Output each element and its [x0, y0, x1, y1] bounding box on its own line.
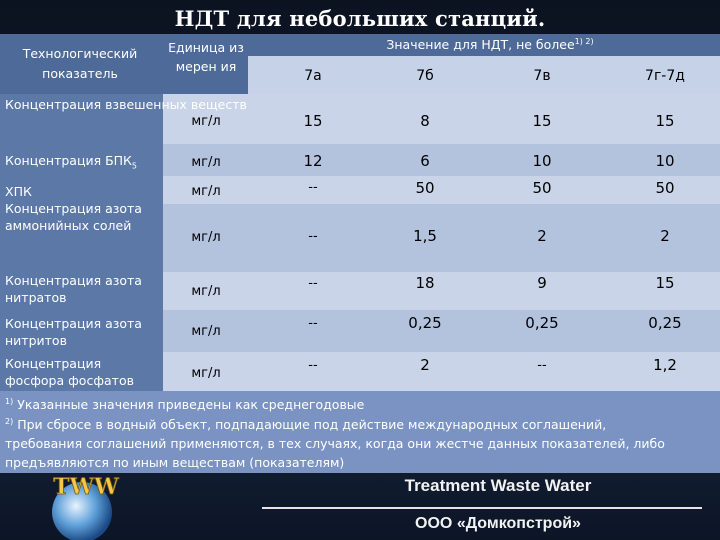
header-param-label: Технологический показатель: [22, 46, 138, 81]
value-cell: 0,25: [525, 314, 559, 332]
value-cell: --: [308, 316, 318, 331]
value-cell: 9: [537, 274, 547, 292]
value-cell: 0,25: [408, 314, 442, 332]
value-cell: 15: [655, 274, 675, 292]
logo-text: TWW: [53, 474, 119, 500]
header-unit-label: Единица измерен ия: [168, 40, 244, 74]
brand-name: Treatment Waste Water: [404, 476, 592, 495]
value-cell: 50: [415, 179, 435, 197]
unit-cell-3: мг/л: [191, 230, 221, 245]
brand-divider: [262, 507, 702, 509]
header-value-label: [300, 37, 680, 52]
value-cell: 0,25: [648, 314, 682, 332]
value-cell: --: [308, 229, 318, 244]
footnotes: [0, 391, 720, 473]
subcolumn-7a: 7а: [304, 68, 322, 84]
tww-logo: [42, 468, 132, 540]
value-cell: 10: [655, 152, 675, 170]
value-cell: 2: [420, 356, 430, 374]
header-value-sup: 1) 2): [574, 37, 594, 46]
param-label-5: Концентрация азота нитритов: [5, 316, 142, 348]
unit-cell-5: мг/л: [191, 324, 221, 339]
unit-cell-2: мг/л: [191, 184, 221, 199]
footnote-2-line3: предъявляются по иным веществам (показателям): [5, 455, 345, 470]
footnote-2-mark: 2): [5, 417, 14, 426]
value-cell: 15: [655, 112, 675, 130]
value-cell: 8: [420, 112, 430, 130]
param-label-1-text: Концентрация БПК: [5, 153, 132, 168]
param-label-2: ХПК: [5, 184, 32, 199]
value-cell: 50: [532, 179, 552, 197]
value-cell: 10: [532, 152, 552, 170]
value-cell: 15: [303, 112, 323, 130]
param-label-6: Концентрация фосфора фосфатов: [5, 356, 134, 388]
value-cell: 2: [660, 227, 670, 245]
footnote-2-text: При сбросе в водный объект, подпадающие под действие международных соглашений,: [17, 417, 607, 433]
unit-cell-6: мг/л: [191, 366, 221, 381]
footnote-1-mark: 1): [5, 397, 14, 406]
value-cell: 12: [303, 152, 323, 170]
footnote-2-line2: требования соглашений применяются, в тех случаях, когда они жестче данных показателей, либо: [5, 436, 665, 451]
value-cell: --: [308, 180, 318, 195]
value-cell: 15: [532, 112, 552, 130]
value-cell: 2: [537, 227, 547, 245]
slide-title: НДТ для небольших станций.: [174, 6, 546, 31]
value-cell: --: [308, 276, 318, 291]
param-label-1: [5, 152, 137, 175]
subcolumn-7b: 7б: [416, 68, 434, 84]
ndt-table: [0, 34, 720, 391]
value-cell: 50: [655, 179, 675, 197]
value-cell: --: [308, 358, 318, 373]
unit-cell-1: мг/л: [191, 155, 221, 170]
unit-cell-0: мг/л: [191, 114, 221, 129]
header-value-text: Значение для НДТ, не более: [386, 37, 575, 53]
value-cell: 18: [415, 274, 435, 292]
footnote-1-text: Указанные значения приведены как среднегодовые: [17, 397, 365, 413]
param-label-3: Концентрация азота аммонийных солей: [5, 201, 142, 233]
value-cell: 6: [420, 152, 430, 170]
value-cell: 1,5: [413, 227, 437, 245]
unit-cell-4: мг/л: [191, 284, 221, 299]
company-name: ООО «Домкопстрой»: [415, 515, 581, 532]
footnote-1: [5, 397, 364, 412]
subcolumn-7v: 7в: [533, 68, 551, 84]
value-cell: --: [537, 358, 547, 373]
value-cell: 1,2: [653, 356, 677, 374]
footnote-2-line1: [5, 417, 606, 432]
subcolumn-7g-7d: 7г-7д: [645, 68, 685, 84]
param-label-1-sub: 5: [131, 161, 138, 171]
param-label-0: Концентрация взвешенных веществ: [5, 97, 247, 112]
param-label-4: Концентрация азота нитратов: [5, 273, 142, 305]
